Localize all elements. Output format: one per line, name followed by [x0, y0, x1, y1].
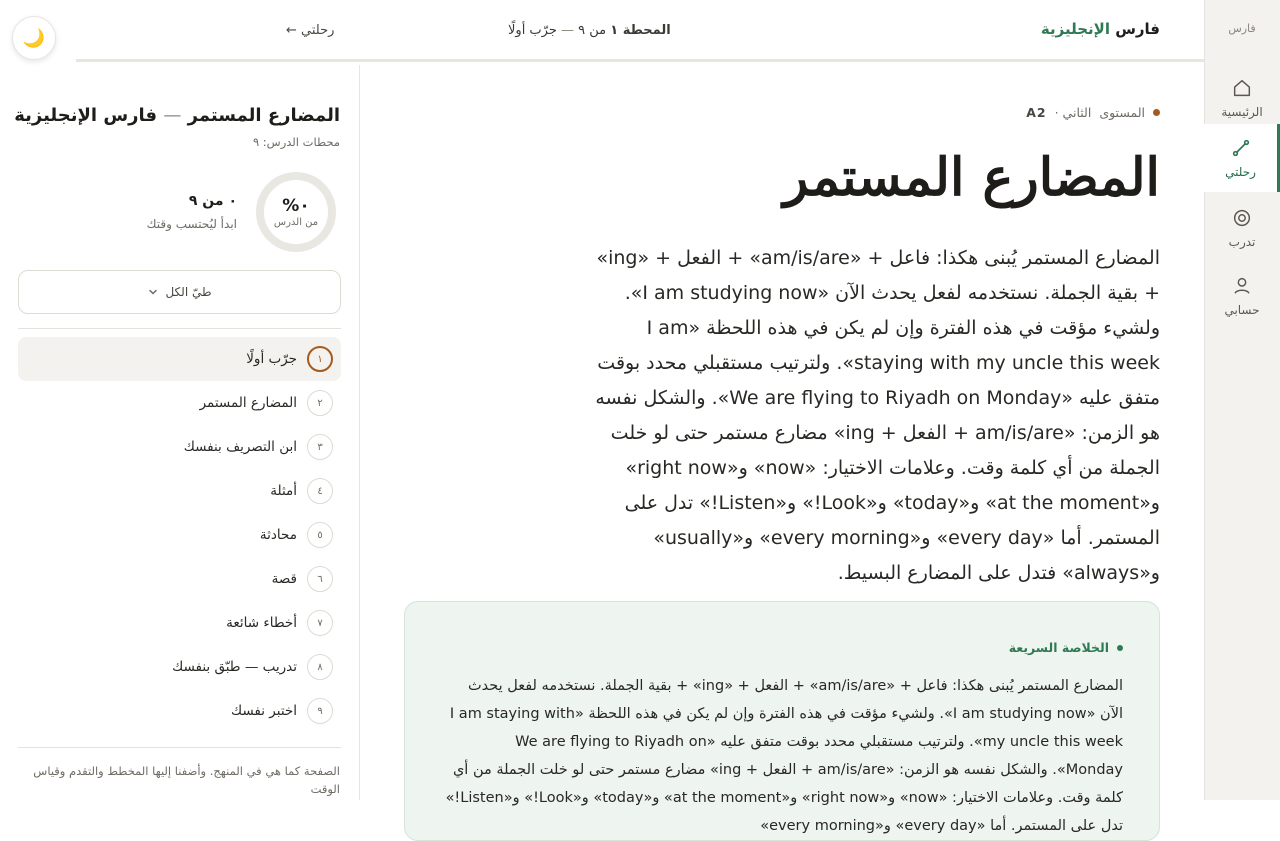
station-separator: — [561, 23, 575, 38]
level-code: A2 [1026, 105, 1047, 120]
station-number: ٥ [307, 522, 333, 548]
divider [18, 747, 341, 748]
rail-item-journey-label: رحلتي [1225, 165, 1256, 179]
progress-ring-label: من الدرس [273, 217, 319, 228]
lesson-sidebar [0, 65, 360, 800]
rail-item-home[interactable] [1204, 64, 1280, 132]
station-number: ٤ [307, 478, 333, 504]
panel-title-lesson: المضارع المستمر [187, 105, 340, 126]
level-label: المستوى [1099, 105, 1145, 120]
station-label: أمثلة [270, 483, 297, 499]
station-item-4[interactable] [18, 469, 341, 513]
home-icon [1231, 77, 1253, 99]
stations-count: محطات الدرس: ٩ [252, 135, 340, 149]
progress-count: ٠ من ٩ [188, 193, 237, 209]
rail-item-practice-label: تدرب [1228, 235, 1256, 249]
lesson-content [360, 65, 1204, 834]
panel-title-separator: — [163, 105, 182, 126]
station-label: المضارع المستمر [199, 395, 297, 411]
station-number: ٩ [307, 698, 333, 724]
level-dot [1153, 109, 1160, 116]
station-number: ١ [307, 346, 333, 372]
summary-label [1009, 640, 1123, 655]
moon-icon: 🌙 [22, 27, 46, 49]
panel-title [14, 105, 340, 126]
station-number: ٦ [307, 566, 333, 592]
chevron-down-icon [147, 286, 159, 298]
station-item-3[interactable] [18, 425, 341, 469]
progress-ring-text [255, 171, 337, 253]
panel-title-brand: فارس الإنجليزية [14, 105, 158, 126]
rail-item-practice[interactable] [1204, 194, 1280, 262]
lesson-body: المضارع المستمر يُبنى هكذا: فاعل + «am/is/are» + الفعل + «ing» + بقية الجملة. نستخدمه لفعل يحدث الآن «I am studying now». ولشيء مؤقت في هذه الفترة وإن لم يكن في هذه اللحظة «I am staying with my uncle this week». ولترتيب مستقبلي محدد بوقت متفق عليه «We are flying to Riyadh on Monday». والشكل نفسه هو الزمن: «am/is/are + الفعل + ing» مضارع مستمر حتى لو خلت الجملة من أي كلمة وقت. وعلامات الاختيار: «now» و«right now» و«at the moment» و«today» و«Look!» و«Listen!» تدل على المستمر. أما «every day» و«every morning» و«usually» و«always» فتدل على المضارع البسيط. [595, 247, 1160, 584]
rail-brand: فارس [1228, 22, 1256, 35]
target-icon [1231, 207, 1253, 229]
nav-rail [1204, 0, 1280, 800]
rail-item-home-label: الرئيسية [1221, 105, 1263, 119]
station-number: ٣ [307, 434, 333, 460]
level-value: الثاني · [1054, 105, 1092, 120]
station-of: من ٩ [578, 23, 607, 38]
station-label: ابن التصريف بنفسك [183, 439, 297, 455]
user-icon [1231, 275, 1253, 297]
progress-percent: ٠% [282, 196, 310, 216]
back-to-journey-link[interactable]: رحلتي ← [286, 23, 335, 38]
station-number: ٧ [307, 610, 333, 636]
top-bar [76, 0, 1204, 62]
station-label: قصة [271, 571, 297, 587]
station-number: ٢ [307, 390, 333, 416]
station-label: جرّب أولًا [246, 351, 297, 367]
station-item-8[interactable] [18, 645, 341, 689]
rail-item-journey[interactable] [1204, 124, 1280, 192]
station-indicator [508, 23, 671, 38]
collapse-all-button[interactable] [18, 270, 341, 314]
station-label: المحطة ١ [610, 23, 671, 38]
station-label: أخطاء شائعة [226, 615, 297, 631]
station-item-7[interactable] [18, 601, 341, 645]
route-icon [1230, 137, 1252, 159]
brand-logo[interactable] [1041, 20, 1160, 38]
rail-item-account[interactable] [1204, 262, 1280, 330]
station-label: اختبر نفسك [231, 703, 297, 719]
progress-hint: ابدأ ليُحتسب وقتك [146, 217, 237, 231]
station-item-2[interactable] [18, 381, 341, 425]
station-label: تدريب — طبّق بنفسك [172, 659, 297, 675]
station-item-1[interactable] [18, 337, 341, 381]
lesson-title: المضارع المستمر [783, 147, 1160, 208]
station-item-6[interactable] [18, 557, 341, 601]
brand-prefix: فارس [1115, 20, 1160, 38]
summary-text: المضارع المستمر يُبنى هكذا: فاعل + «am/is/are» + الفعل + «ing» + بقية الجملة. نستخدمه لفعل يحدث الآن «I am studying now». ولشيء مؤقت في هذه الفترة وإن لم يكن في هذه اللحظة «I am staying with my uncle this week». ولترتيب مستقبلي محدد بوقت متفق عليه «We are flying to Riyadh on Monday». والشكل نفسه هو الزمن: «am/is/are + الفعل + ing» مضارع مستمر حتى لو خلت الجملة من أي كلمة وقت. وعلامات الاختيار: «now» و«right now» و«at the moment» و«today» و«Look!» و«Listen!» تدل على المستمر. أما «every day» و«every morning» [445, 678, 1123, 834]
level-badge [1026, 105, 1160, 120]
quick-summary-card [404, 601, 1160, 841]
station-number: ٨ [307, 654, 333, 680]
footnote: الصفحة كما هي في المنهج. وأضفنا إليها المخطط والتقدم وقياس الوقت [33, 764, 340, 796]
station-name: جرّب أولًا [508, 23, 557, 38]
stations-list [18, 337, 341, 733]
station-item-9[interactable] [18, 689, 341, 733]
collapse-all-label: طيّ الكل [165, 285, 212, 299]
theme-toggle-button[interactable] [12, 16, 56, 60]
station-item-5[interactable] [18, 513, 341, 557]
summary-dot [1117, 645, 1123, 651]
summary-label-text: الخلاصة السريعة [1008, 640, 1109, 655]
station-label: محادثة [259, 527, 297, 543]
rail-item-account-label: حسابي [1224, 303, 1260, 317]
brand-accent: الإنجليزية [1040, 20, 1110, 38]
divider [18, 328, 341, 329]
